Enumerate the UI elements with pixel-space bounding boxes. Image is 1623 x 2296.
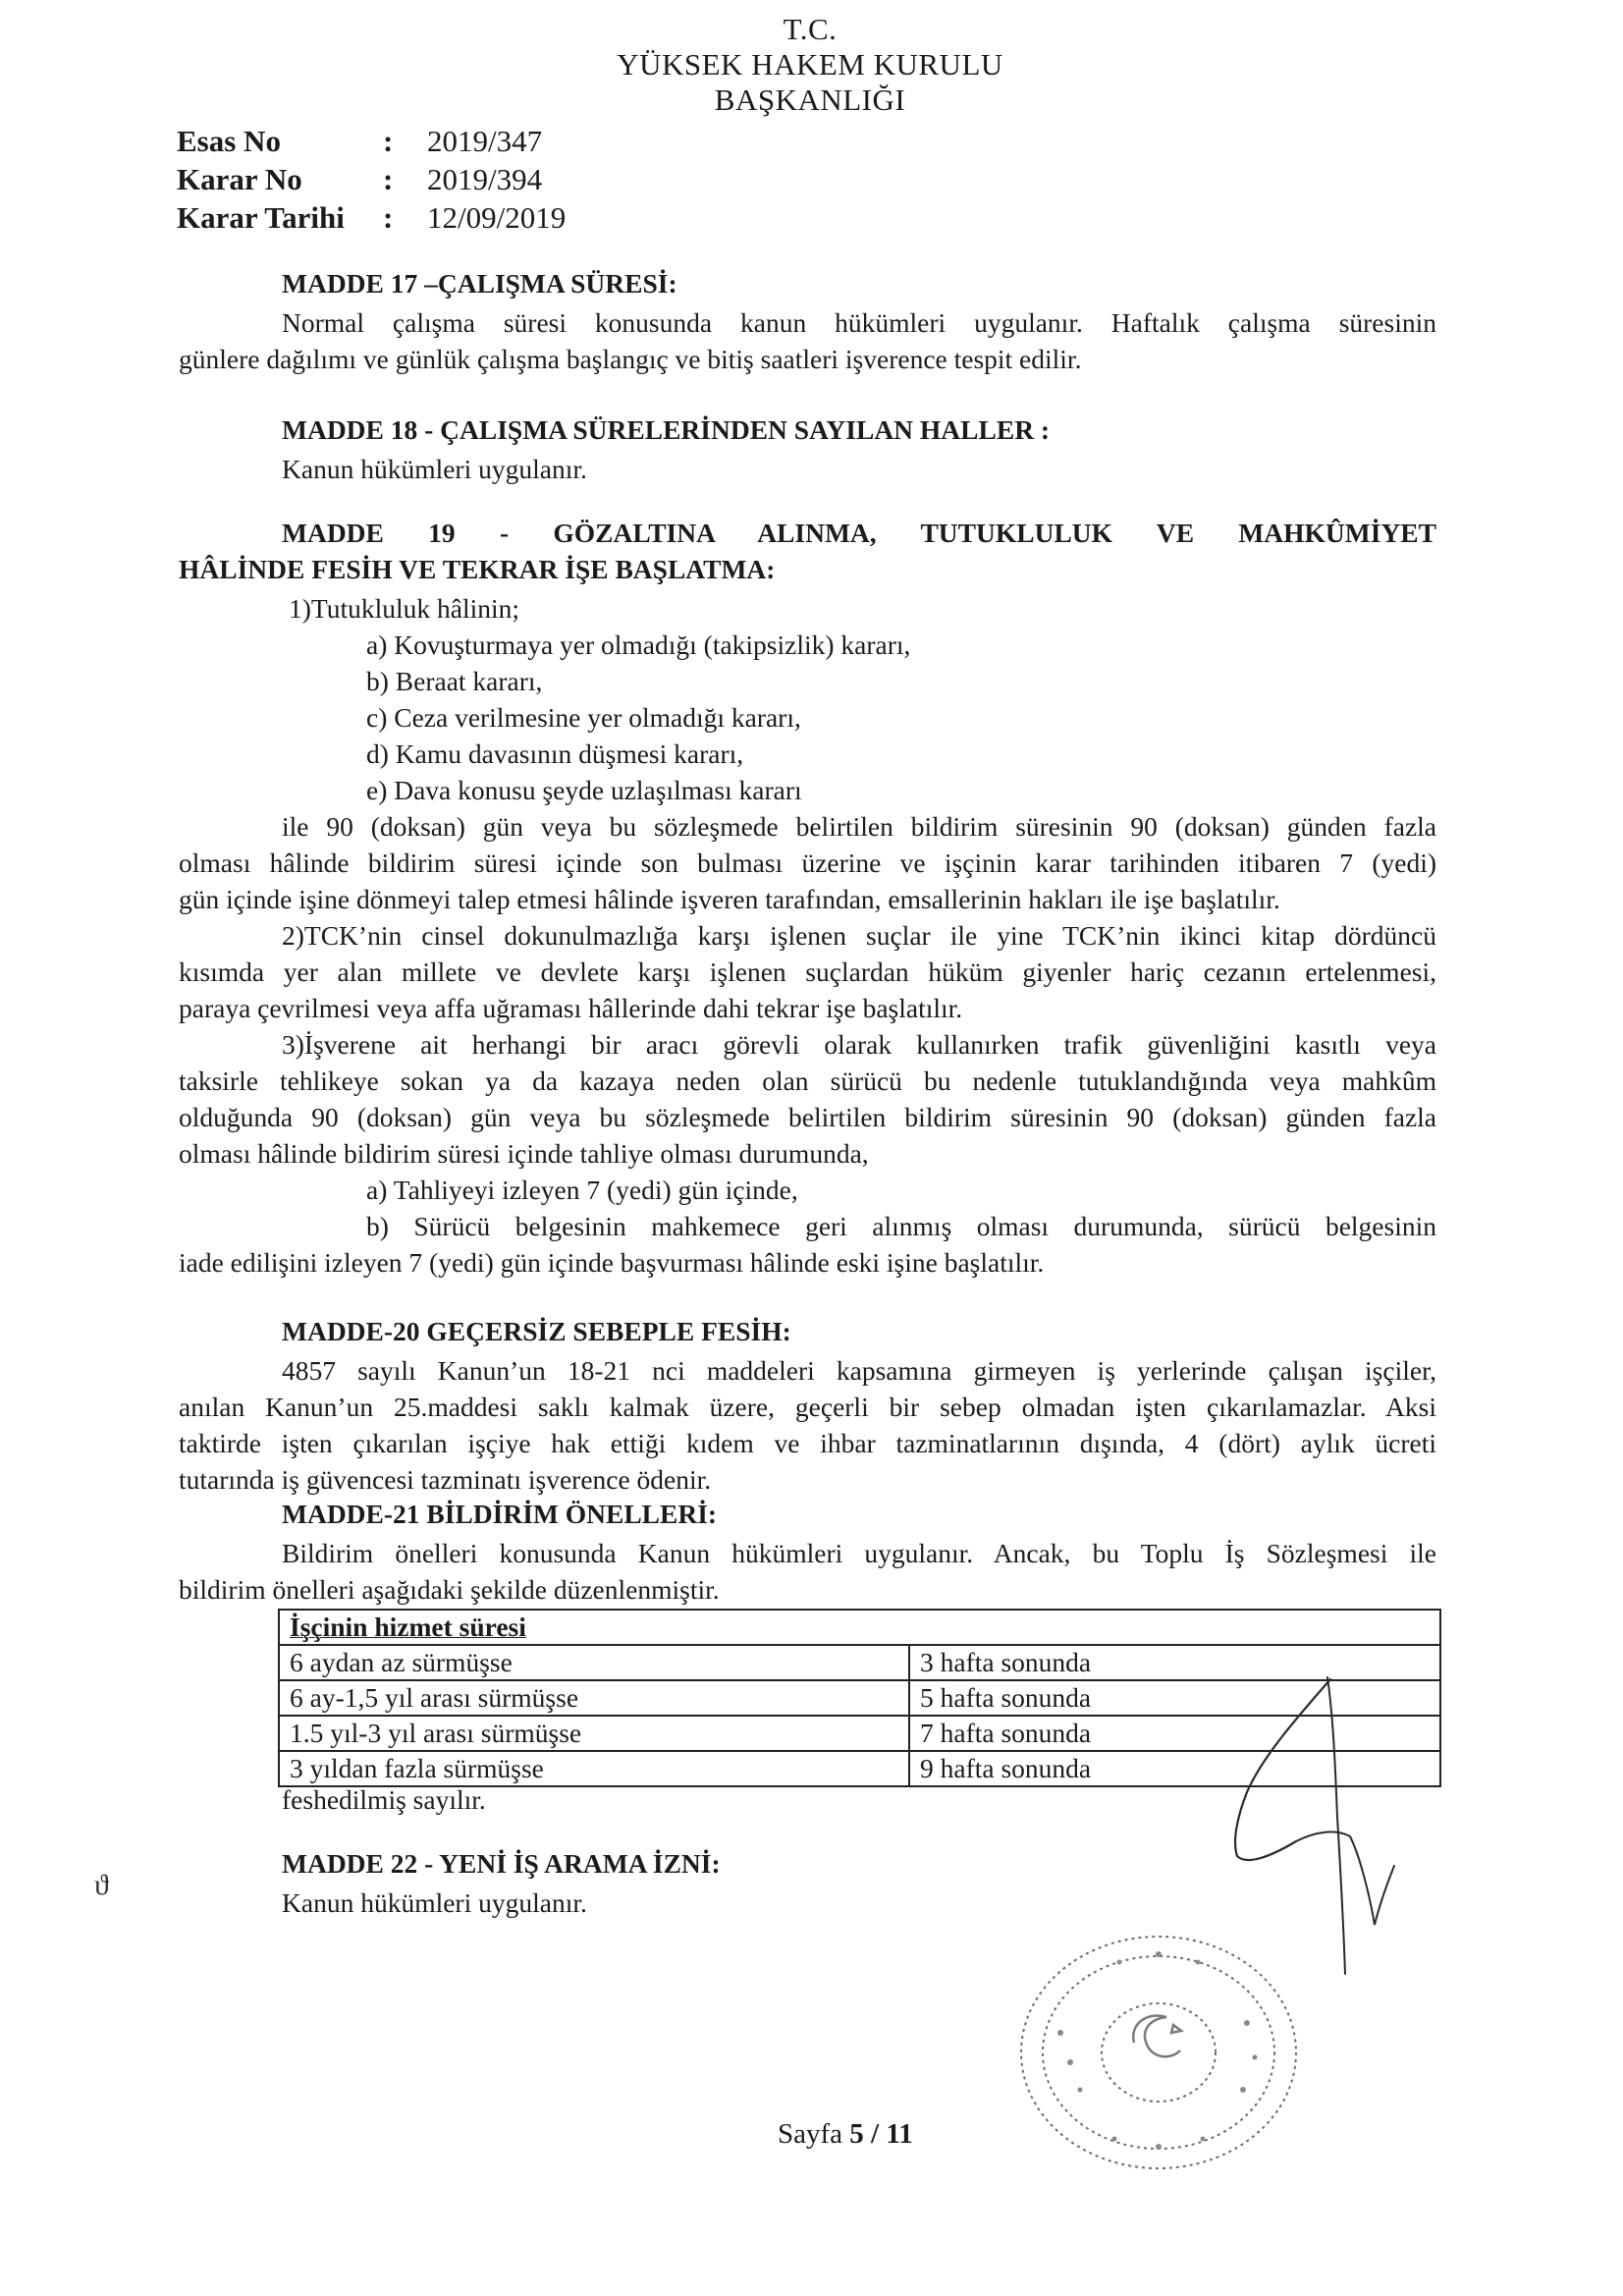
madde19-p1-line3: gün içinde işine dönmeyi talep etmesi hâlinde işveren tarafından, emsallerinin hakları ile işe başlatılır.: [179, 884, 1280, 914]
madde19-item-c: c) Ceza verilmesine yer olmadığı kararı,: [366, 702, 801, 733]
case-info-value: 2019/394: [427, 162, 543, 196]
madde19-p3-b-line1: b) Sürücü belgesinin mahkemece geri alınmış olması durumunda, sürücü belgesinin: [366, 1211, 1436, 1241]
table-header-row: [279, 1610, 1440, 1645]
madde19-p3-a: a) Tahliyeyi izleyen 7 (yedi) gün içinde,: [366, 1175, 798, 1205]
table-cell-notice: 5 hafta sonunda: [909, 1680, 1440, 1716]
case-info-value: 2019/347: [427, 124, 543, 158]
madde19-p2-line2: kısımda yer alan millete ve devlete karşı işlenen suçlardan hüküm giyenler hariç cezanın ertelenmesi,: [179, 957, 1436, 987]
madde18-line1: Kanun hükümleri uygulanır.: [282, 454, 587, 484]
madde22-line1: Kanun hükümleri uygulanır.: [282, 1887, 587, 1918]
header-office: BAŞKANLIĞI: [714, 82, 906, 117]
case-info-value: 12/09/2019: [427, 200, 567, 235]
table-cell-notice: 3 hafta sonunda: [909, 1645, 1440, 1680]
case-info-label: Karar No: [177, 162, 302, 196]
table-cell-duration: 1.5 yıl-3 yıl arası sürmüşse: [279, 1716, 909, 1751]
madde19-p2-line1: 2)TCK’nin cinsel dokunulmazlığa karşı işlenen suçlar ile yine TCK’nin ikinci kitap dördüncü: [282, 920, 1436, 951]
madde19-heading-line2: HÂLİNDE FESİH VE TEKRAR İŞE BAŞLATMA:: [179, 554, 776, 584]
page-number-prefix: Sayfa: [778, 2118, 850, 2150]
case-info-sep: :: [383, 124, 394, 158]
madde19-item-a: a) Kovuşturmaya yer olmadığı (takipsizlik) kararı,: [366, 629, 911, 660]
table-cell-notice: 7 hafta sonunda: [909, 1716, 1440, 1751]
table-cell-duration: 6 aydan az sürmüşse: [279, 1645, 909, 1680]
case-info-label: Esas No: [177, 124, 281, 158]
page-number: [778, 2118, 913, 2151]
madde21-heading: MADDE-21 BİLDİRİM ÖNELLERİ:: [282, 1499, 718, 1529]
madde20-line1: 4857 sayılı Kanun’un 18-21 nci maddeleri kapsamına girmeyen iş yerlerinde çalışan işçiler,: [282, 1355, 1436, 1386]
case-info-date: [177, 198, 566, 237]
madde20-line2: anılan Kanun’un 25.maddesi saklı kalmak üzere, geçerli bir sebep olmadan işten çıkarılamazlar. Aksi: [179, 1392, 1436, 1422]
madde19-heading-line1: MADDE 19 - GÖZALTINA ALINMA, TUTUKLULUK VE MAHKÛMİYET: [282, 518, 1436, 548]
case-info-esas: [177, 122, 542, 160]
madde19-item-d: d) Kamu davasının düşmesi kararı,: [366, 738, 744, 769]
margin-handwritten-mark: ϑ: [94, 1869, 109, 1901]
madde19-p3-line3: olduğunda 90 (doksan) gün veya bu sözleşmede belirtilen bildirim süresinin 90 (doksan) günden fazla: [179, 1102, 1436, 1132]
madde20-line3: taktirde işten çıkarılan işçiye hak ettiği kıdem ve ihbar tazminatlarının dışında, 4 (dört) aylık ücreti: [179, 1428, 1436, 1458]
madde20-heading: MADDE-20 GEÇERSİZ SEBEPLE FESİH:: [282, 1316, 791, 1346]
madde19-p3-line4: olması hâlinde bildirim süresi içinde tahliye olması durumunda,: [179, 1138, 869, 1169]
madde17-heading: MADDE 17 –ÇALIŞMA SÜRESİ:: [282, 268, 677, 299]
case-info-karar: [177, 160, 542, 198]
madde19-p2-line3: paraya çevrilmesi veya affa uğraması hâllerinde dahi tekrar işe başlatılır.: [179, 993, 963, 1023]
case-info-sep: :: [383, 200, 394, 235]
madde19-p3-line1: 3)İşverene ait herhangi bir aracı görevli olarak kullanırken trafik güvenliğini kasıtlı veya: [282, 1029, 1436, 1060]
seal-icon: [1001, 1915, 1316, 2190]
madde21-after-table: feshedilmiş sayılır.: [282, 1784, 486, 1815]
case-info-label: Karar Tarihi: [177, 200, 345, 235]
madde22-heading: MADDE 22 - YENİ İŞ ARAMA İZNİ:: [282, 1848, 721, 1879]
madde19-p3-b-line2: iade edilişini izleyen 7 (yedi) gün içinde başvurması hâlinde eski işine başlatılır.: [179, 1247, 1045, 1278]
table-header-cell: İşçinin hizmet süresi: [279, 1610, 1440, 1645]
page-number-total: 11: [886, 2118, 913, 2150]
official-seal-image: [1001, 1915, 1316, 2190]
madde19-item-e: e) Dava konusu şeyde uzlaşılması kararı: [366, 775, 802, 805]
header-institution: YÜKSEK HAKEM KURULU: [617, 47, 1003, 82]
table-cell-notice: 9 hafta sonunda: [909, 1751, 1440, 1786]
header-tc: T.C.: [783, 12, 838, 46]
madde19-p1-line2: olması hâlinde bildirim süresi içinde son bulması üzerine ve işçinin karar tarihinden itibaren 7 (yedi): [179, 847, 1436, 878]
madde17-line1: Normal çalışma süresi konusunda kanun hükümleri uygulanır. Haftalık çalışma süresinin: [282, 307, 1436, 338]
table-cell-duration: 3 yıldan fazla sürmüşse: [279, 1751, 909, 1786]
madde19-p1-line1: ile 90 (doksan) gün veya bu sözleşmede belirtilen bildirim süresinin 90 (doksan) günden fazla: [282, 811, 1436, 842]
page-number-current: 5: [849, 2118, 864, 2150]
madde19-item-b: b) Beraat kararı,: [366, 666, 543, 696]
madde19-p3-line2: taksirle tehlikeye sokan ya da kazaya neden olan sürücü bu nedenle tutuklandığında veya mahkûm: [179, 1066, 1436, 1096]
page-number-sep: /: [863, 2118, 887, 2150]
madde18-heading: MADDE 18 - ÇALIŞMA SÜRELERİNDEN SAYILAN HALLER :: [282, 414, 1051, 445]
madde19-p1-intro: 1)Tutukluluk hâlinin;: [289, 593, 520, 624]
table-cell-duration: 6 ay-1,5 yıl arası sürmüşse: [279, 1680, 909, 1716]
case-info-sep: :: [383, 162, 394, 196]
madde17-line2: günlere dağılımı ve günlük çalışma başlangıç ve bitiş saatleri işverence tespit edilir.: [179, 344, 1082, 374]
madde20-line4: tutarında iş güvencesi tazminatı işverence ödenir.: [179, 1464, 712, 1495]
madde21-line2: bildirim önelleri aşağıdaki şekilde düzenlenmiştir.: [179, 1574, 720, 1605]
madde21-line1: Bildirim önelleri konusunda Kanun hükümleri uygulanır. Ancak, bu Toplu İş Sözleşmesi ile: [282, 1538, 1436, 1568]
